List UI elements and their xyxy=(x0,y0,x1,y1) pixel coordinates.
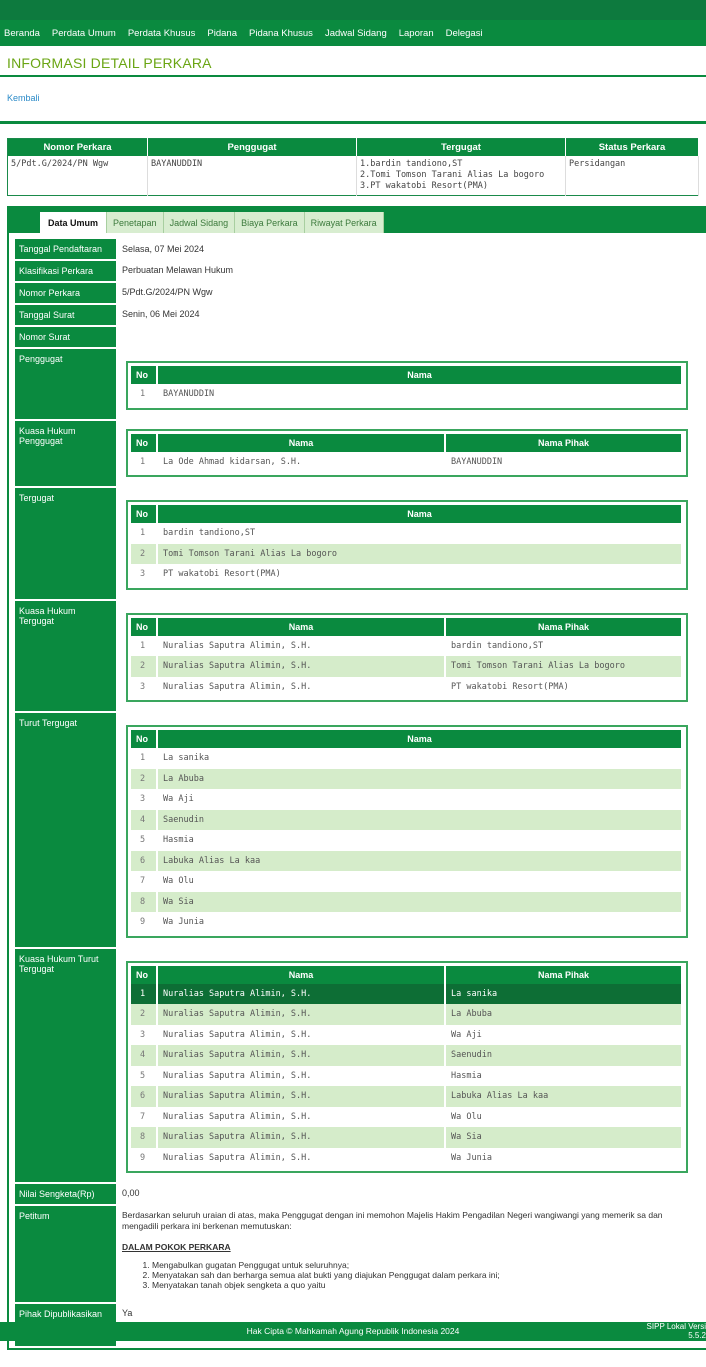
value-tanggal-pendaftaran: Selasa, 07 Mei 2024 xyxy=(122,244,205,254)
col-nama: Nama xyxy=(157,618,445,636)
row-pihak: Wa Aji xyxy=(445,1025,682,1046)
label-tergugat: Tergugat xyxy=(15,487,116,600)
version-line: 5.5.2 xyxy=(688,1331,706,1340)
value-nomor-perkara: 5/Pdt.G/2024/PN Wgw xyxy=(122,287,213,297)
col-nama: Nama xyxy=(157,505,682,523)
table-row xyxy=(131,1086,682,1107)
row-nama: Nuralias Saputra Alimin, S.H. xyxy=(157,1086,445,1107)
table-row xyxy=(131,384,682,405)
col-nama: Nama xyxy=(157,730,682,748)
row-no: 3 xyxy=(131,677,157,698)
summary-tergugat xyxy=(357,156,566,196)
table-row xyxy=(131,912,682,933)
table-row xyxy=(131,523,682,544)
petitum-heading: DALAM POKOK PERKARA xyxy=(122,1242,231,1252)
nav-pidana-khusus[interactable]: Pidana Khusus xyxy=(249,27,313,39)
row-no: 9 xyxy=(131,1148,157,1169)
table-row xyxy=(131,677,682,698)
row-nama: Nuralias Saputra Alimin, S.H. xyxy=(157,656,445,677)
col-nama-pihak: Nama Pihak xyxy=(445,966,682,984)
summary-status: Persidangan xyxy=(566,156,699,196)
main-nav xyxy=(0,20,706,46)
row-nama: Nuralias Saputra Alimin, S.H. xyxy=(157,1025,445,1046)
table-row xyxy=(131,1004,682,1025)
row-nama: Wa Sia xyxy=(157,892,682,913)
row-nama: Wa Junia xyxy=(157,912,682,933)
summary-tergugat-line: 1.bardin tandiono,ST xyxy=(360,158,463,169)
value-tanggal-surat: Senin, 06 Mei 2024 xyxy=(122,309,200,319)
tab-jadwal-sidang[interactable]: Jadwal Sidang xyxy=(164,212,236,233)
table-row xyxy=(131,830,682,851)
table-row xyxy=(131,1127,682,1148)
row-no: 7 xyxy=(131,1107,157,1128)
page-title: INFORMASI DETAIL PERKARA xyxy=(7,55,212,71)
summary-tergugat-line: 2.Tomi Tomson Tarani Alias La bogoro xyxy=(360,169,545,180)
detail-panel xyxy=(7,206,706,1350)
penggugat-table xyxy=(126,361,688,410)
kuasa-turut-table xyxy=(126,961,688,1174)
row-nama: Nuralias Saputra Alimin, S.H. xyxy=(157,1066,445,1087)
nav-perdata-khusus[interactable]: Perdata Khusus xyxy=(127,27,196,39)
row-nama: Nuralias Saputra Alimin, S.H. xyxy=(157,1148,445,1169)
value-klasifikasi: Perbuatan Melawan Hukum xyxy=(122,265,234,275)
row-no: 2 xyxy=(131,656,157,677)
top-banner xyxy=(0,0,706,20)
table-row xyxy=(131,544,682,565)
row-pihak: bardin tandiono,ST xyxy=(445,636,682,657)
petitum-intro: Berdasarkan seluruh uraian di atas, maka Penggugat dengan ini memohon Majelis Hakim Pengadilan Negeri wangiwangi yang memerik sa dan mengadili perkara ini berkenan memutuskan: xyxy=(122,1210,663,1231)
label-nilai-sengketa: Nilai Sengketa(Rp) xyxy=(15,1183,116,1205)
col-nama-pihak: Nama Pihak xyxy=(445,618,682,636)
turut-tergugat-table xyxy=(126,725,688,938)
label-pihak-dipublikasikan: Pihak Dipublikasikan xyxy=(15,1303,116,1325)
summary-header-tergugat: Tergugat xyxy=(357,139,566,156)
petitum-item: 3. Menyatakan tanah objek sengketa a quo yaitu xyxy=(152,1280,700,1290)
tab-bar xyxy=(9,208,706,233)
col-nama: Nama xyxy=(157,434,445,452)
summary-penggugat: BAYANUDDIN xyxy=(148,156,357,196)
row-nama: Labuka Alias La kaa xyxy=(157,851,682,872)
col-no: No xyxy=(131,505,157,523)
col-nama: Nama xyxy=(157,966,445,984)
row-nama: Nuralias Saputra Alimin, S.H. xyxy=(157,984,445,1005)
summary-nomor: 5/Pdt.G/2024/PN Wgw xyxy=(8,156,148,196)
row-nama: BAYANUDDIN xyxy=(157,384,682,405)
table-row xyxy=(131,892,682,913)
row-pihak: Labuka Alias La kaa xyxy=(445,1086,682,1107)
label-tanggal-pendaftaran: Tanggal Pendaftaran xyxy=(15,239,116,260)
row-pihak: Wa Junia xyxy=(445,1148,682,1169)
row-pihak: Hasmia xyxy=(445,1066,682,1087)
label-petitum: Petitum xyxy=(15,1205,116,1303)
row-no: 3 xyxy=(131,1025,157,1046)
row-nama: Nuralias Saputra Alimin, S.H. xyxy=(157,1045,445,1066)
col-nama-pihak: Nama Pihak xyxy=(445,434,682,452)
kuasa-penggugat-table xyxy=(126,429,688,478)
version-line: SIPP Lokal Versi xyxy=(646,1322,706,1331)
label-tanggal-surat: Tanggal Surat xyxy=(15,304,116,326)
table-row xyxy=(131,871,682,892)
row-pihak: Wa Sia xyxy=(445,1127,682,1148)
row-no: 1 xyxy=(131,384,157,405)
row-nama: Nuralias Saputra Alimin, S.H. xyxy=(157,1127,445,1148)
row-no: 6 xyxy=(131,851,157,872)
row-nama: Nuralias Saputra Alimin, S.H. xyxy=(157,636,445,657)
col-no: No xyxy=(131,966,157,984)
tab-biaya-perkara[interactable]: Biaya Perkara xyxy=(235,212,305,233)
table-row xyxy=(131,851,682,872)
row-no: 9 xyxy=(131,912,157,933)
row-no: 1 xyxy=(131,636,157,657)
row-nama: La sanika xyxy=(157,748,682,769)
row-no: 3 xyxy=(131,564,157,585)
case-summary-table xyxy=(7,138,699,196)
row-no: 8 xyxy=(131,892,157,913)
row-pihak: Tomi Tomson Tarani Alias La bogoro xyxy=(445,656,682,677)
col-no: No xyxy=(131,366,157,384)
divider xyxy=(0,121,706,124)
table-row xyxy=(131,636,682,657)
row-pihak: Saenudin xyxy=(445,1045,682,1066)
value-pihak-dipublikasikan: Ya xyxy=(122,1308,133,1318)
row-pihak: PT wakatobi Resort(PMA) xyxy=(445,677,682,698)
row-no: 4 xyxy=(131,810,157,831)
tab-riwayat-perkara[interactable]: Riwayat Perkara xyxy=(305,212,384,233)
row-pihak: Wa Olu xyxy=(445,1107,682,1128)
version-info xyxy=(647,1322,706,1340)
table-row xyxy=(131,1045,682,1066)
tergugat-table xyxy=(126,500,688,590)
value-petitum xyxy=(116,1205,706,1303)
label-klasifikasi: Klasifikasi Perkara xyxy=(15,260,116,282)
footer xyxy=(0,1322,706,1341)
label-penggugat: Penggugat xyxy=(15,348,116,420)
footer-copyright: Hak Cipta © Mahkamah Agung Republik Indonesia 2024 xyxy=(246,1326,460,1336)
row-nama: Wa Aji xyxy=(157,789,682,810)
row-no: 5 xyxy=(131,1066,157,1087)
row-nama: bardin tandiono,ST xyxy=(157,523,682,544)
table-row xyxy=(131,656,682,677)
table-row xyxy=(131,769,682,790)
summary-header-nomor: Nomor Perkara xyxy=(8,139,148,156)
petitum-item: 1. Mengabulkan gugatan Penggugat untuk seluruhnya; xyxy=(152,1260,700,1270)
row-nama: Saenudin xyxy=(157,810,682,831)
table-row xyxy=(131,789,682,810)
nav-perdata-umum[interactable]: Perdata Umum xyxy=(51,27,116,39)
label-turut-tergugat: Turut Tergugat xyxy=(15,712,116,948)
table-row xyxy=(131,1066,682,1087)
row-no: 5 xyxy=(131,830,157,851)
nav-beranda[interactable]: Beranda xyxy=(4,27,40,39)
table-row xyxy=(131,564,682,585)
petitum-item: 2. Menyatakan sah dan berharga semua alat bukti yang diajukan Penggugat dalam perkara ini; xyxy=(152,1270,700,1280)
table-row xyxy=(131,1107,682,1128)
col-no: No xyxy=(131,434,157,452)
row-pihak: BAYANUDDIN xyxy=(445,452,682,473)
row-pihak: La sanika xyxy=(445,984,682,1005)
row-no: 1 xyxy=(131,523,157,544)
label-kuasa-turut: Kuasa Hukum Turut Tergugat xyxy=(15,948,116,1184)
tab-penetapan[interactable]: Penetapan xyxy=(107,212,164,233)
petitum-list xyxy=(152,1260,700,1290)
table-row xyxy=(131,1025,682,1046)
label-kuasa-penggugat: Kuasa Hukum Penggugat xyxy=(15,420,116,488)
row-no: 3 xyxy=(131,789,157,810)
detail-table xyxy=(15,239,706,1348)
nav-pidana[interactable]: Pidana xyxy=(207,27,238,39)
row-no: 2 xyxy=(131,1004,157,1025)
col-nama: Nama xyxy=(157,366,682,384)
summary-tergugat-line: 3.PT wakatobi Resort(PMA) xyxy=(360,180,488,191)
nav-jadwal-sidang[interactable]: Jadwal Sidang xyxy=(324,27,387,39)
table-row xyxy=(131,452,682,473)
row-no: 1 xyxy=(131,452,157,473)
row-nama: Nuralias Saputra Alimin, S.H. xyxy=(157,1004,445,1025)
row-no: 4 xyxy=(131,1045,157,1066)
nav-laporan[interactable]: Laporan xyxy=(398,27,434,39)
row-nama: La Ode Ahmad kidarsan, S.H. xyxy=(157,452,445,473)
row-pihak: La Abuba xyxy=(445,1004,682,1025)
label-nomor-perkara: Nomor Perkara xyxy=(15,282,116,304)
row-nama: Tomi Tomson Tarani Alias La bogoro xyxy=(157,544,682,565)
table-row xyxy=(131,748,682,769)
summary-header-status: Status Perkara xyxy=(566,139,699,156)
table-row xyxy=(131,1148,682,1169)
row-no: 1 xyxy=(131,984,157,1005)
back-link[interactable]: Kembali xyxy=(7,93,40,103)
nav-delegasi[interactable]: Delegasi xyxy=(445,27,483,39)
col-no: No xyxy=(131,618,157,636)
col-no: No xyxy=(131,730,157,748)
summary-header-penggugat: Penggugat xyxy=(148,139,357,156)
tab-data-umum[interactable]: Data Umum xyxy=(40,212,107,233)
row-no: 6 xyxy=(131,1086,157,1107)
row-no: 8 xyxy=(131,1127,157,1148)
value-nomor-surat xyxy=(116,326,706,348)
row-nama: Wa Olu xyxy=(157,871,682,892)
row-nama: Nuralias Saputra Alimin, S.H. xyxy=(157,677,445,698)
label-kuasa-tergugat: Kuasa Hukum Tergugat xyxy=(15,600,116,713)
row-nama: La Abuba xyxy=(157,769,682,790)
row-no: 2 xyxy=(131,769,157,790)
table-row xyxy=(131,810,682,831)
row-nama: Nuralias Saputra Alimin, S.H. xyxy=(157,1107,445,1128)
label-nomor-surat: Nomor Surat xyxy=(15,326,116,348)
row-no: 1 xyxy=(131,748,157,769)
row-no: 2 xyxy=(131,544,157,565)
row-no: 7 xyxy=(131,871,157,892)
row-nama: PT wakatobi Resort(PMA) xyxy=(157,564,682,585)
table-row-selected[interactable] xyxy=(131,984,682,1005)
row-nama: Hasmia xyxy=(157,830,682,851)
kuasa-tergugat-table xyxy=(126,613,688,703)
value-nilai-sengketa: 0,00 xyxy=(122,1188,140,1198)
